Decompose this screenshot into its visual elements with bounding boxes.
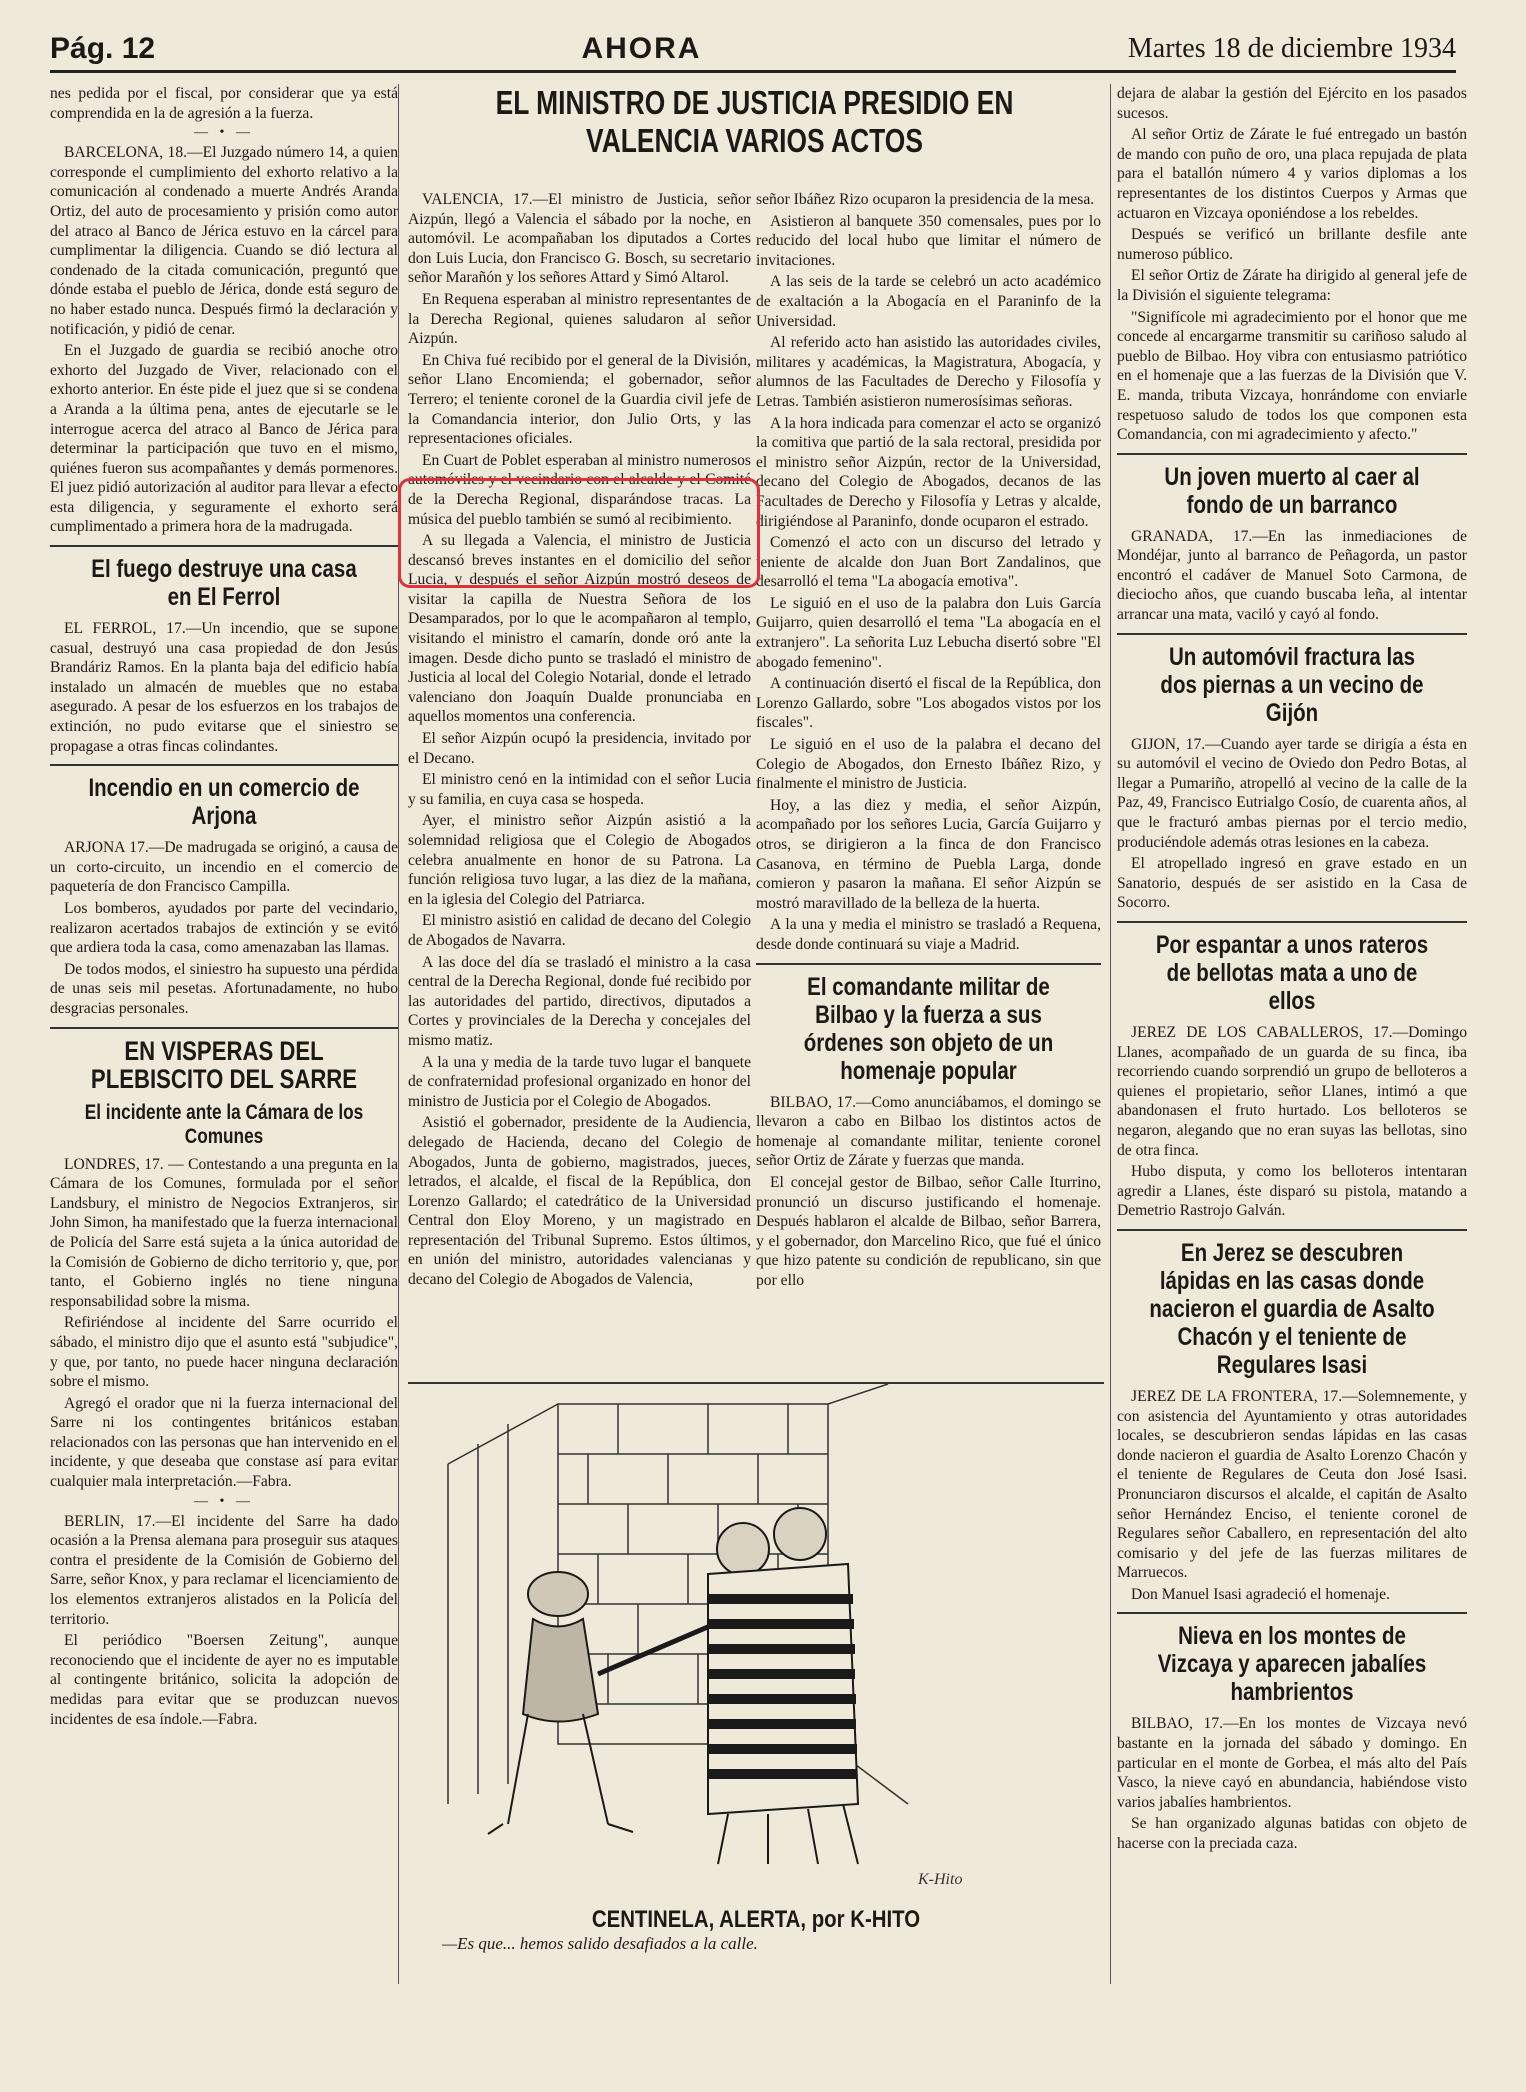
article-text: BILBAO, 17.—En los montes de Vizcaya nevó bastante en la jornada del sábado y domingo. En particular en el monte de Gorbea, el más alto del País Vasco, la nieve cayó en abundancia, habiéndose visto varios jabalíes hambrientos. [1117, 1715, 1467, 1811]
divider [50, 1027, 398, 1029]
column-1 [50, 84, 399, 1984]
cartoon-caption: —Es que... hemos salido desafiados a la calle. [442, 1934, 758, 1953]
article-text: BERLIN, 17.—El incidente del Sarre ha dado ocasión a la Prensa alemana para proseguir sus ataques contra el presidente de la Comisión de Gobierno del Sarre, señor Knox, y para reclamar el licenciamiento de los elementos extranjeros alistados en la Policía del territorio. [50, 1512, 398, 1628]
article-text: Asistió el gobernador, presidente de la Audiencia, delegado de Hacienda, decano del Colegio de Abogados, Junta de gobierno, magistrados, jueces, letrados, el alcalde, el fiscal de la República, don Lorenzo Gallardo; el catedrático de la Universidad Central don Eloy Moreno, y un magistrado en representación del Tribunal Supremo. Estos últimos, en unión del ministro, autoridades valencianas y decano del Colegio de Abogados de Valencia, [408, 1114, 751, 1289]
article-text: Hubo disputa, y como los belloteros intentaran agredir a Llanes, éste disparó su pistola, matando a Demetrio Rastrojo Galván. [1117, 1163, 1467, 1220]
divider [50, 545, 398, 547]
article-text: En Chiva fué recibido por el general de la División, señor Llano Encomienda; el gobernador, señor Terrero; el teniente coronel de la Guardia civil jefe de la Comandancia interior, don Julio Orts, y las representaciones oficiales. [408, 351, 751, 448]
article-text: El señor Aizpún ocupó la presidencia, invitado por el Decano. [408, 730, 751, 767]
headline-rateros: Por espantar a unos rateros de bellotas mata a uno de ellos [1155, 931, 1429, 1015]
main-headline-block [408, 84, 1101, 168]
page-number: Pág. 12 [50, 32, 156, 65]
newspaper-name: AHORA [581, 32, 702, 65]
main-headline: EL MINISTRO DE JUSTICIA PRESIDIO EN VALENCIA VARIOS ACTOS [495, 84, 1014, 159]
article-text: LONDRES, 17. — Contestando a una pregunta en la Cámara de los Comunes, formulada por el señor Landsbury, el ministro de Negocios Extranjeros, sir John Simon, ha manifestado que la fuerza internacional de Policía del Sarre está sujeta a la única autoridad de la Comisión de Gobierno de dicho territorio y, que, por tanto, el Gobierno inglés no tiene ninguna responsabilidad sobre la misma. [50, 1155, 398, 1310]
article-text: En el Juzgado de guardia se recibió anoche otro exhorto del Juzgado de Viver, relacionado con el exhorto anterior. En éste pide el juez que si se condena a Aranda a la última pena, antes de ejecutarle se le interrogue acerca del atraco al Banco de Jérica para determinar la participación que tuvo en el mismo, quiénes fueron sus acompañantes y demás pormenores. El juez pidió autorización al auditor para llevar a efecto esta diligencia, y seguramente el exhorto será cumplimentado a primera hora de la madrugada. [50, 342, 398, 536]
article-text: Asistieron al banquete 350 comensales, pues por lo reducido del local hubo que limitar el número de invitaciones. [756, 212, 1101, 269]
divider [1117, 633, 1467, 635]
article-text: Agregó el orador que ni la fuerza internacional del Sarre ni los contingentes británicos estaban relacionados con las personas que han intervenido en el incidente, y que deseaba que constase así para evitar cualquier mala interpretación.—Fabra. [50, 1394, 398, 1491]
article-text: El atropellado ingresó en grave estado en un Sanatorio, después de ser asistido en la Casa de Socorro. [1117, 855, 1467, 912]
article-text: El ministro asistió en calidad de decano del Colegio de Abogados de Navarra. [408, 912, 751, 949]
article-text: ARJONA 17.—De madrugada se originó, a causa de un corto-circuito, un incendio en el comercio de paquetería de don Francisco Campilla. [50, 839, 398, 896]
article-text: JEREZ DE LA FRONTERA, 17.—Solemnemente, y con asistencia del Ayuntamiento y otras autoridades locales, se descubrieron sendas lápidas en las casas donde nacieron el guardia de Asalto Lorenzo Chacón y el teniente de Regulares de Ceuta don José Isasi. Pronunciaron discursos el alcalde, el capitán de Asalto señor Hernández Enciso, el teniente coronel de Regulares señor Caballero, en representación del alto comisario y del jefe de las fuerzas militares de Marruecos. [1117, 1387, 1467, 1582]
article-text: GIJON, 17.—Cuando ayer tarde se dirigía a ésta en su automóvil el vecino de Oviedo don Pedro Botas, al llegar a Pumariño, atropelló al vecino de la calle de la Paz, 49, Francisco Eutrialgo Cosío, de cuarenta años, al que le fracturó ambas piernas por el tercio medio, produciéndole además otras lesiones en la cabeza. [1117, 735, 1467, 851]
article-text: A las doce del día se trasladó el ministro a la casa central de la Derecha Regional, donde fué recibido por las autoridades del partido, directivos, diputados a Cortes y provinciales de la Derecha y concejales del mismo matiz. [408, 953, 751, 1049]
article-text: En Requena esperaban al ministro representantes de la Derecha Regional, quienes saludaron al señor Aizpún. [408, 290, 751, 348]
highlighted-paragraph: En Cuart de Poblet esperaban al ministro numerosos automóviles y el vecindario con el alcalde y el Comité de la Derecha Regional, disparándose tracas. La música del pueblo también se sumó al recibimiento. [408, 451, 751, 528]
article-text: De todos modos, el siniestro ha supuesto una pérdida de unas seis mil pesetas. Afortunadamente, no hubo desgracias personales. [50, 960, 398, 1017]
article-text: Hoy, a las diez y media, el señor Aizpún, acompañado por los señores Lucia, García Guijarro y otros, se dirigieron a la finca de don Francisco Casanova, en término de Puebla Larga, donde comieron y pasaron la mañana. El señor Aizpún se mostró maravillado de la belleza de la huerta. [756, 796, 1101, 912]
article-text: El señor Ortiz de Zárate ha dirigido al general jefe de la División el siguiente telegrama: [1117, 267, 1467, 304]
issue-date: Martes 18 de diciembre 1934 [1127, 33, 1456, 64]
cartoon-title: CENTINELA, ALERTA, por K-HITO [591, 1906, 921, 1933]
article-text: Los bomberos, ayudados por parte del vecindario, realizaron acertados trabajos de extinción y se evitó que ardiera toda la casa, como amenazaban las llamas. [50, 900, 398, 957]
article-text: nes pedida por el fiscal, por considerar que ya está comprendida en la de agresión a la fuerza. [50, 85, 398, 122]
article-text: EL FERROL, 17.—Un incendio, que se supone casual, destruyó una casa propiedad de don Jesús Brandáriz Ramos. En la planta baja del edificio había instalado un almacén de muebles que no estaba asegurado. A pesar de los esfuerzos en los trabajos de extinción, no pudo evitarse que el siniestro se propagase a otras fincas colindantes. [50, 620, 398, 755]
headline-jerez: En Jerez se descubren lápidas en las casas donde nacieron el guardia de Asalto Chacón y el teniente de Regulares Isasi [1149, 1238, 1435, 1379]
divider [1117, 1612, 1467, 1614]
headline-ferrol: El fuego destruye una casa en El Ferrol [91, 555, 357, 612]
headline-arjona: Incendio en un comercio de Arjona [88, 774, 360, 831]
divider [756, 963, 1101, 965]
article-text: BILBAO, 17.—Como anunciábamos, el domingo se llevaron a cabo en Bilbao los distintos actos de homenaje al comandante militar, teniente coronel señor Ortiz de Zárate y fuerzas que manda. [756, 1093, 1101, 1170]
separator: — • — [194, 1493, 254, 1509]
divider [1117, 921, 1467, 923]
article-text: JEREZ DE LOS CABALLEROS, 17.—Domingo Llanes, acompañado de un guarda de su finca, iba recorriendo cuando sorprendió un grupo de belloteros a quienes el propietario, señor Llanes, intimó a que abandonasen el fruto hurtado. Los belloteros se negaron, alegando que no eran suyas las bellotas, sino de otra finca. [1117, 1024, 1467, 1159]
article-text: A la una y media de la tarde tuvo lugar el banquete de confraternidad profesional organizado en honor del ministro de Justicia por el Colegio de Abogados. [408, 1053, 751, 1110]
article-text: A las seis de la tarde se celebró un acto académico de exaltación a la Abogacía en el Paraninfo de la Universidad. [756, 273, 1101, 330]
article-text: "Signifícole mi agradecimiento por el honor que me concede al encargarme transmitir su cariñoso saludo al pueblo de Bilbao. Hoy vibra con entusiasmo patriótico en el homenaje que a las fuerzas de la División que V. E. manda, tributa Vizcaya, honrándome con enviarle respetuoso saludo de todos los que componen esta Comandancia, con mi agradecimiento y afecto." [1117, 308, 1467, 444]
article-text: El periódico "Boersen Zeitung", aunque reconociendo que el incidente de ayer no es imputable al contingente británico, solicita la adopción de medidas para evitar que se produzcan nuevos incidentes de esa índole.—Fabra. [50, 1632, 398, 1728]
article-text: GRANADA, 17.—En las inmediaciones de Mondéjar, junto al barranco de Peñagorda, un pastor encontró el cadáver de Manuel Soto Carmona, de dieciocho años, que cuando buscaba leña, al intentar arrancar una mata, vaciló y cayó al fondo. [1117, 527, 1467, 624]
headline-joven: Un joven muerto al caer al fondo de un barranco [1164, 462, 1420, 519]
article-text: Don Manuel Isasi agradeció el homenaje. [1131, 1585, 1390, 1603]
article-text: A la hora indicada para comenzar el acto se organizó la comitiva que partió de la sala rectoral, presidida por el ministro señor Aizpún, rector de la Universidad, decano del Colegio de Abogados, decanos de las Facultades de Derecho y Filosofía y Letras y alcalde, dirigiéndose al Paraninfo, donde ocuparon el estrado. [756, 414, 1101, 530]
headline-bilbao: El comandante militar de Bilbao y la fuerza a sus órdenes son objeto de un homenaje popular [803, 972, 1054, 1085]
article-text: Ayer, el ministro señor Aizpún asistió a la solemnidad religiosa que el Colegio de Abogados celebra anualmente en honor de su Patrona. La función religiosa tuvo lugar, a las diez de la mañana, en la iglesia del Colegio del Patriarca. [408, 812, 751, 908]
article-text: Al referido acto han asistido las autoridades civiles, militares y académicas, la Magistratura, Abogacía, y alumnos de las Facultades de Derecho y Filosofía y Letras. También asistieron numerosísimas señoras. [756, 334, 1101, 410]
column-3 [756, 190, 1101, 1375]
divider [1117, 1229, 1467, 1231]
article-text: A la una y media el ministro se trasladó a Requena, desde donde continuará su viaje a Madrid. [756, 916, 1101, 953]
divider [50, 764, 398, 766]
article-text: Se han organizado algunas batidas con objeto de hacerse con la preciada caza. [1117, 1815, 1467, 1853]
article-text: dejara de alabar la gestión del Ejército en los pasados sucesos. [1117, 85, 1467, 122]
article-text: Comenzó el acto con un discurso del letrado y teniente de alcalde don Juan Bort Zandalinos, que desarrolló el tema "La abogacía emotiva". [756, 534, 1101, 591]
article-text: El ministro cenó en la intimidad con el señor Lucia y su familia, en cuya casa se hospeda. [408, 771, 751, 808]
subheadline-sarre: El incidente ante la Cámara de los Comunes [84, 1100, 364, 1148]
cartoon-illustration [408, 1384, 1104, 1904]
cartoon [408, 1382, 1104, 1984]
article-text: Le siguió en el uso de la palabra don Luis García Guijarro, quien desarrolló el tema "La abogacía en el extranjero". La señorita Luz Lebucha disertó sobre "El abogado femenino". [756, 594, 1101, 671]
article-text: Después se verificó un brillante desfile ante numeroso público. [1117, 226, 1467, 263]
column-2 [408, 190, 751, 1375]
article-text: señor Ibáñez Rizo ocuparon la presidencia de la mesa. [756, 191, 1095, 208]
headline-sarre: EN VISPERAS DEL PLEBISCITO DEL SARRE [90, 1035, 358, 1094]
headline-automovil: Un automóvil fractura las dos piernas a un vecino de Gijón [1160, 642, 1424, 727]
article-text: El concejal gestor de Bilbao, señor Calle Iturrino, pronunció un discurso justificando el homenaje. Después hablaron el alcalde de Bilbao, señor Barrera, y el gobernador, don Marcelino Rico, que fué el único que hizo patente su condición de republicano, sin que por ello [756, 1173, 1101, 1289]
divider [1117, 453, 1467, 455]
article-text: BARCELONA, 18.—El Juzgado número 14, a quien corresponde el cumplimiento del exhorto relativo a la comunicación al condenado a muerte Andrés Aranda Ortiz, del auto de procesamiento y prisión como autor del atraco al Banco de Jérica estuvo en la cárcel para cumplimentar la diligencia. Cuando se dió lectura al condenado de la citada comunicación, preguntó que dónde estaba el pueblo de Jérica, donde está seguro de no haber estado nunca. Después firmó la declaración y notificación, y pidió de cenar. [50, 144, 398, 338]
article-text: Le siguió en el uso de la palabra el decano del Colegio de Abogados, don Ernesto Ibáñez Rizo, y finalmente el ministro de Justicia. [756, 736, 1101, 793]
masthead [50, 28, 1456, 73]
headline-nieva: Nieva en los montes de Vizcaya y aparecen jabalíes hambrientos [1157, 1622, 1427, 1707]
cartoon-signature: K-Hito [918, 1871, 963, 1888]
article-text: A continuación disertó el fiscal de la República, don Lorenzo Gallardo, sobre "Los abogados vistos por los fiscales". [756, 675, 1101, 732]
article-text: Al señor Ortiz de Zárate le fué entregado un bastón de mando con puño de oro, una placa repujada de plata para el batallón número 4 y varios diplomas a los representantes de los distintos Cuerpos y Armas que actuaron en Vizcaya oponiéndose a los rebeldes. [1117, 126, 1467, 222]
article-text: A su llegada a Valencia, el ministro de Justicia descansó breves instantes en el domicilio del señor Lucia, y después el señor Aizpún mostró deseos de visitar la capilla de Nuestra Señora de los Desamparados, por lo que le acompañaron al templo, visitando el ministro el camarín, donde oró ante la imagen. Desde dicho punto se trasladó el ministro de Justicia al local del Colegio Notarial, donde el letrado valenciano don Joaquín Dualde pronunciaba en aquellos momentos una conferencia. [408, 532, 751, 726]
article-text: VALENCIA, 17.—El ministro de Justicia, señor Aizpún, llegó a Valencia el sábado por la noche, en automóvil. Le acompañaban los diputados a Cortes don Luis Lucia, don Francisco G. Bosch, su secretario señor Marañón y los señores Attard y Simó Altarol. [408, 191, 751, 287]
column-4 [1110, 84, 1467, 1984]
article-text: Refiriéndose al incidente del Sarre ocurrido el sábado, el ministro dijo que el asunto está "subjudice", y que, por tanto, no puede hacer ninguna declaración sobre el mismo. [50, 1314, 398, 1391]
separator: — • — [194, 125, 254, 141]
